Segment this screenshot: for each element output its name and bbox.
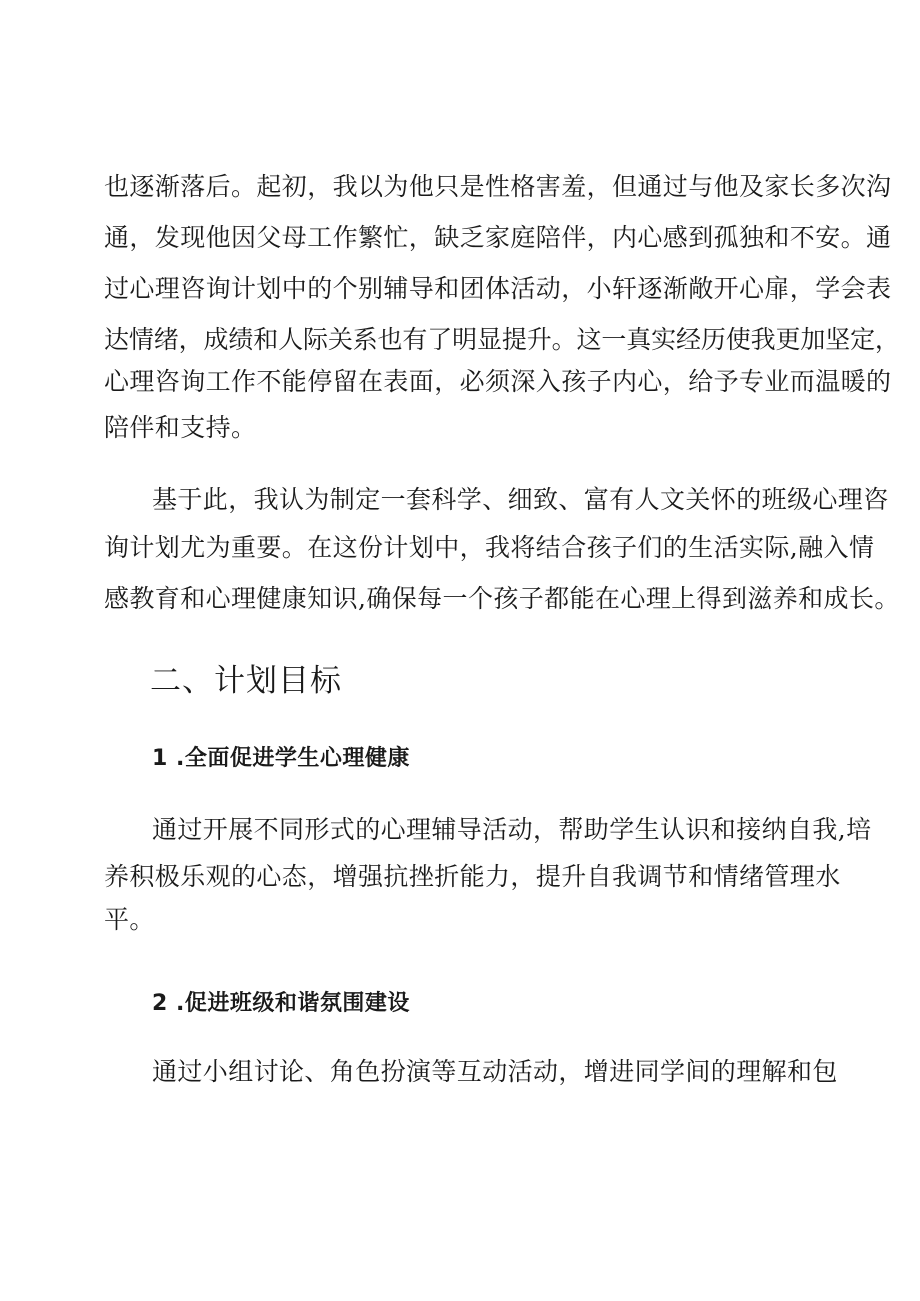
text-line: 陪伴和支持。	[104, 413, 257, 442]
section-heading-plan-goals: 二、计划目标	[150, 663, 342, 699]
text-line: 过心理咨询计划中的个别辅导和团体活动，小轩逐渐敞开心扉，学会表	[104, 274, 892, 303]
text-line: 基于此，我认为制定一套科学、细致、富有人文关怀的班级心理咨	[152, 485, 889, 514]
goal-heading-1: 1 .全面促进学生心理健康	[152, 746, 410, 771]
text-line: 通，发现他因父母工作繁忙，缺乏家庭陪伴，内心感到孤独和不安。通	[104, 223, 892, 252]
text-line: 心理咨询工作不能停留在表面，必须深入孩子内心，给予专业而温暖的	[104, 367, 892, 396]
text-line: 通过开展不同形式的心理辅导活动，帮助学生认识和接纳自我,培	[152, 815, 872, 844]
text-line: 感教育和心理健康知识,确保每一个孩子都能在心理上得到滋养和成长。	[104, 584, 900, 613]
goal-heading-2: 2 .促进班级和谐氛围建设	[152, 991, 410, 1016]
text-line: 通过小组讨论、角色扮演等互动活动，增进同学间的理解和包	[152, 1057, 838, 1086]
text-line: 询计划尤为重要。在这份计划中，我将结合孩子们的生活实际,融入情	[104, 533, 875, 562]
text-line: 也逐渐落后。起初，我以为他只是性格害羞，但通过与他及家长多次沟	[104, 172, 892, 201]
text-line: 养积极乐观的心态，增强抗挫折能力，提升自我调节和情绪管理水	[104, 862, 841, 891]
text-line: 达情绪，成绩和人际关系也有了明显提升。这一真实经历使我更加坚定，	[104, 325, 900, 354]
text-line: 平。	[104, 905, 155, 934]
